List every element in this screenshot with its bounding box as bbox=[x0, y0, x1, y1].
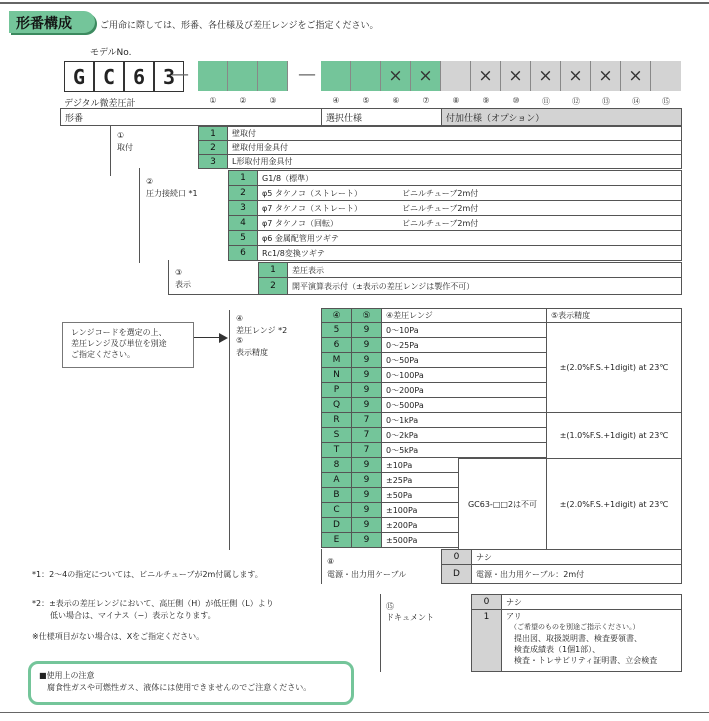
port-code-6: 6 bbox=[228, 245, 258, 261]
slot-10: × bbox=[501, 61, 531, 91]
slot-11: × bbox=[531, 61, 561, 91]
range-value: 0〜1kPa bbox=[381, 412, 547, 428]
dash-1: — bbox=[171, 64, 189, 85]
cable-desc-D: 電源・出力用ケーブル：2m付 bbox=[471, 564, 682, 584]
range-accuracy-3: ±(2.0%F.S.+1digit) at 23℃ bbox=[546, 458, 682, 550]
mount-desc-2: 壁取付用金具付 bbox=[227, 140, 682, 155]
model-subtitle: デジタル微差圧計 bbox=[64, 99, 136, 109]
range-value: ±100Pa bbox=[381, 502, 459, 518]
port-desc-5: φ6 金属配管用ツギテ bbox=[257, 230, 682, 246]
range-col4: ④ bbox=[321, 308, 352, 323]
slot-number-5: ⑤ bbox=[362, 96, 370, 105]
slot-number-15: ⑮ bbox=[662, 97, 670, 106]
range-num4: ④ bbox=[236, 314, 244, 323]
mount-code-2: 2 bbox=[198, 140, 228, 155]
range-label5: 表示精度 bbox=[236, 348, 268, 357]
range-code4: R bbox=[321, 412, 352, 428]
arrow-head-icon bbox=[219, 333, 228, 343]
range-accuracy-1: ±(2.0%F.S.+1digit) at 23℃ bbox=[546, 322, 682, 413]
header-model: 形番 bbox=[60, 108, 322, 126]
cable-desc-0: ナシ bbox=[471, 549, 682, 565]
slot-13: × bbox=[591, 61, 621, 91]
range-code5: 9 bbox=[351, 352, 382, 368]
range-value: ±10Pa bbox=[381, 457, 459, 473]
range-code5: 9 bbox=[351, 487, 382, 503]
slot-number-14: ⑭ bbox=[632, 97, 640, 106]
slot-number-2: ② bbox=[239, 96, 247, 105]
range-value: 0〜200Pa bbox=[381, 382, 547, 398]
range-code5: 7 bbox=[351, 427, 382, 443]
slot-1 bbox=[198, 61, 228, 91]
slot-number-9: ⑨ bbox=[482, 96, 490, 105]
caution-text: 腐食性ガスや可燃性ガス、液体には使用できませんのでご注意ください。 bbox=[47, 683, 312, 692]
footnote-2a: *2：±表示の差圧レンジにおいて、高圧側（H）が低圧側（L）より bbox=[32, 599, 274, 608]
range-pm-note: GC63-□□2は不可 bbox=[458, 458, 547, 550]
slot-number-10: ⑩ bbox=[512, 96, 520, 105]
port-label: 圧力接続口 *1 bbox=[146, 189, 198, 198]
range-code4: D bbox=[321, 517, 352, 533]
display-code-2: 2 bbox=[258, 277, 288, 295]
range-value: 0〜25Pa bbox=[381, 337, 547, 353]
range-value: 0〜100Pa bbox=[381, 367, 547, 383]
range-code4: A bbox=[321, 472, 352, 488]
footnote-1: *1：2〜4の指定については、ビニルチューブが2m付属します。 bbox=[32, 570, 263, 579]
port-code-5: 5 bbox=[228, 230, 258, 246]
mount-code-3: 3 bbox=[198, 154, 228, 169]
cable-num: ⑧ bbox=[327, 557, 335, 566]
range-value: ±200Pa bbox=[381, 517, 459, 533]
slot-number-4: ④ bbox=[332, 96, 340, 105]
port-desc-4: φ7 タケノコ（回転） ビニルチューブ2m付 bbox=[257, 215, 682, 231]
range-value: ±500Pa bbox=[381, 532, 459, 548]
port-desc-3: φ7 タケノコ（ストレート） ビニルチューブ2m付 bbox=[257, 200, 682, 216]
port-code-4: 4 bbox=[228, 215, 258, 231]
port-code-2: 2 bbox=[228, 185, 258, 201]
range-code5: 9 bbox=[351, 502, 382, 518]
range-code4: Q bbox=[321, 397, 352, 413]
range-code4: N bbox=[321, 367, 352, 383]
display-num: ③ bbox=[175, 268, 183, 277]
range-code4: B bbox=[321, 487, 352, 503]
range-code5: 9 bbox=[351, 517, 382, 533]
mount-desc-3: L形取付用金具付 bbox=[227, 154, 682, 169]
document-num: ⑮ bbox=[386, 602, 394, 611]
document-code-1: 1 bbox=[471, 609, 502, 672]
port-code-3: 3 bbox=[228, 200, 258, 216]
cable-code-D: D bbox=[441, 564, 472, 584]
range-value: 0〜50Pa bbox=[381, 352, 547, 368]
cable-label: 電源・出力用ケーブル bbox=[327, 570, 407, 579]
range-col-accuracy: ⑤表示精度 bbox=[546, 308, 682, 323]
range-code5: 9 bbox=[351, 457, 382, 473]
mount-label: 取付 bbox=[117, 143, 133, 152]
display-label: 表示 bbox=[175, 280, 191, 289]
range-value: 0〜10Pa bbox=[381, 322, 547, 338]
port-desc-2: φ5 タケノコ（ストレート） ビニルチューブ2m付 bbox=[257, 185, 682, 201]
port-code-1: 1 bbox=[228, 170, 258, 186]
bottom-rule bbox=[0, 712, 709, 713]
section-instruction: ご用命に際しては、形番、各仕様及び差圧レンジをご指定ください。 bbox=[100, 21, 379, 31]
range-code4: T bbox=[321, 442, 352, 458]
section-title: 形番構成 bbox=[16, 16, 72, 32]
range-code4: E bbox=[321, 532, 352, 548]
range-value: 0〜500Pa bbox=[381, 397, 547, 413]
slot-4 bbox=[321, 61, 351, 91]
slot-15 bbox=[651, 61, 681, 91]
footnote-2b: 低い場合は、マイナス（−）表示となります。 bbox=[50, 611, 216, 620]
range-accuracy-2: ±(1.0%F.S.+1digit) at 23℃ bbox=[546, 412, 682, 459]
range-code4: 5 bbox=[321, 322, 352, 338]
range-code5: 9 bbox=[351, 367, 382, 383]
callout-arrow bbox=[194, 337, 221, 338]
display-desc-1: 差圧表示 bbox=[287, 262, 682, 278]
footnote-3: ※仕様項目がない場合は、Xをご指定ください。 bbox=[32, 632, 205, 641]
slot-number-11: ⑪ bbox=[542, 97, 550, 106]
document-code-0: 0 bbox=[471, 594, 502, 610]
slot-8 bbox=[441, 61, 471, 91]
slot-2 bbox=[228, 61, 258, 91]
range-col5: ⑤ bbox=[351, 308, 382, 323]
range-code5: 9 bbox=[351, 382, 382, 398]
range-callout: レンジコードを選定の上、 差圧レンジ及び単位を別途 ご指定ください。 bbox=[62, 322, 194, 368]
range-value: ±25Pa bbox=[381, 472, 459, 488]
range-code5: 9 bbox=[351, 397, 382, 413]
slot-3 bbox=[258, 61, 288, 91]
range-code5: 9 bbox=[351, 472, 382, 488]
slot-number-6: ⑥ bbox=[392, 96, 400, 105]
slot-6: × bbox=[381, 61, 411, 91]
slot-number-12: ⑫ bbox=[572, 97, 580, 106]
model-char-4: 3 bbox=[154, 61, 184, 92]
model-char-1: G bbox=[64, 61, 94, 92]
range-value: ±50Pa bbox=[381, 487, 459, 503]
port-num: ② bbox=[146, 177, 154, 186]
header-selection: 選択仕様 bbox=[321, 108, 442, 126]
range-code5: 9 bbox=[351, 322, 382, 338]
slot-number-7: ⑦ bbox=[422, 96, 430, 105]
model-char-2: C bbox=[94, 61, 124, 92]
range-value: 0〜2kPa bbox=[381, 427, 547, 443]
model-char-3: 6 bbox=[124, 61, 154, 92]
range-code4: S bbox=[321, 427, 352, 443]
range-code4: M bbox=[321, 352, 352, 368]
display-code-1: 1 bbox=[258, 262, 288, 278]
top-rule bbox=[0, 2, 709, 4]
port-desc-6: Rc1/8変換ツギテ bbox=[257, 245, 682, 261]
range-code5: 9 bbox=[351, 532, 382, 548]
model-no-label: モデルNo. bbox=[90, 48, 132, 58]
range-col-range: ④差圧レンジ bbox=[381, 308, 547, 323]
range-value: 0〜5kPa bbox=[381, 442, 547, 458]
slot-14: × bbox=[621, 61, 651, 91]
caution-title: ■使用上の注意 bbox=[39, 671, 95, 680]
document-label: ドキュメント bbox=[386, 613, 434, 622]
display-desc-2: 開平演算表示付（±表示の差圧レンジは製作不可） bbox=[287, 277, 682, 295]
mount-num: ① bbox=[117, 131, 125, 140]
document-desc-1: アリ （ご希望のものを別途ご指示ください。） 提出図、取扱説明書、検査要領書、 検査成績表（1個1部）、 検査・トレサビリティ証明書、立会検査 bbox=[501, 609, 682, 672]
cable-code-0: 0 bbox=[441, 549, 472, 565]
slot-12: × bbox=[561, 61, 591, 91]
range-code4: C bbox=[321, 502, 352, 518]
header-option: 付加仕様（オプション） bbox=[441, 108, 682, 126]
range-code4: P bbox=[321, 382, 352, 398]
caution-box bbox=[28, 661, 354, 705]
slot-9: × bbox=[471, 61, 501, 91]
slot-number-1: ① bbox=[209, 96, 217, 105]
dash-2: — bbox=[298, 64, 316, 85]
range-num5: ⑤ bbox=[236, 336, 244, 345]
slot-number-13: ⑬ bbox=[602, 97, 610, 106]
slot-number-3: ③ bbox=[269, 96, 277, 105]
range-code5: 9 bbox=[351, 337, 382, 353]
range-label4: 差圧レンジ *2 bbox=[236, 326, 288, 335]
range-code5: 7 bbox=[351, 412, 382, 428]
range-code4: 6 bbox=[321, 337, 352, 353]
mount-desc-1: 壁取付 bbox=[227, 126, 682, 141]
slot-5 bbox=[351, 61, 381, 91]
range-code5: 7 bbox=[351, 442, 382, 458]
document-desc-0: ナシ bbox=[501, 594, 682, 610]
slot-7: × bbox=[411, 61, 441, 91]
port-desc-1: G1/8（標準） bbox=[257, 170, 682, 186]
range-code4: 8 bbox=[321, 457, 352, 473]
slot-number-8: ⑧ bbox=[452, 96, 460, 105]
mount-code-1: 1 bbox=[198, 126, 228, 141]
